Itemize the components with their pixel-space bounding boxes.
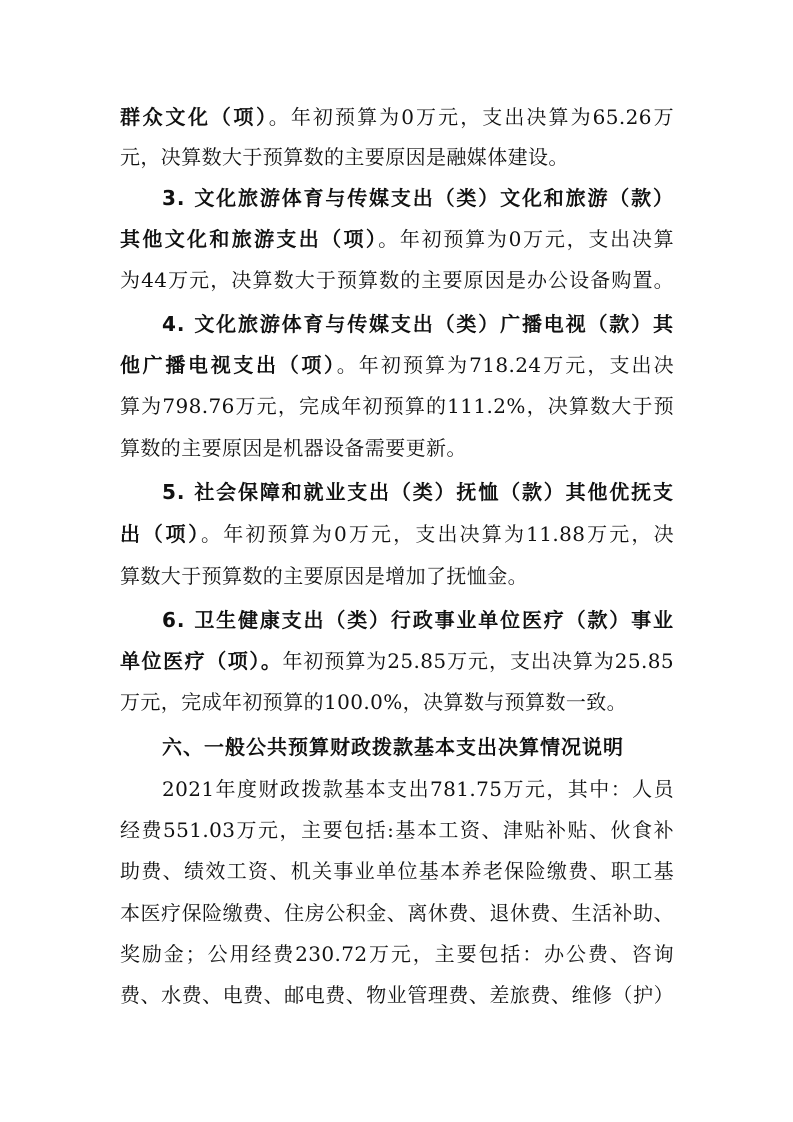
item-text: 算数大于预算数的主要原因是增加了抚恤金。 bbox=[120, 564, 528, 588]
item-text: 算为798.76万元，完成年初预算的111.2%，决算数大于预 bbox=[120, 394, 674, 418]
item-heading: 6. 卫生健康支出（类）行政事业单位医疗（款）事业 bbox=[162, 608, 674, 632]
item-heading: 群众文化（项） bbox=[120, 105, 269, 129]
item-text: 元，决算数大于预算数的主要原因是融媒体建设。 bbox=[120, 145, 569, 169]
p3-line-1 bbox=[162, 178, 674, 218]
item-text: 算数的主要原因是机器设备需要更新。 bbox=[120, 436, 467, 460]
p6-line-3 bbox=[120, 682, 674, 722]
item-text: 经费551.03万元，主要包括:基本工资、津贴补贴、伙食补 bbox=[120, 818, 674, 842]
p5-line-2 bbox=[120, 514, 674, 554]
p4-line-1 bbox=[162, 304, 674, 344]
p6-line-2 bbox=[120, 641, 674, 681]
item-heading: 其他文化和旅游支出（项） bbox=[120, 227, 379, 251]
item-heading: 单位医疗（项）。 bbox=[120, 649, 283, 673]
p5-line-1 bbox=[162, 472, 674, 512]
item-text: 本医疗保险缴费、住房公积金、离休费、退休费、生活补助、 bbox=[120, 901, 674, 925]
item-text: 2021年度财政拨款基本支出781.75万元，其中：人员 bbox=[162, 777, 674, 801]
p6-line-1 bbox=[162, 600, 674, 640]
p4-line-3 bbox=[120, 386, 674, 426]
basic-line-5 bbox=[120, 934, 674, 974]
basic-line-1 bbox=[162, 769, 674, 809]
item-text: 。年初预算为0万元，支出决算为65.26万 bbox=[268, 105, 675, 129]
p3-line-2 bbox=[120, 219, 674, 259]
basic-line-3 bbox=[120, 851, 674, 891]
item-text: 费、水费、电费、邮电费、物业管理费、差旅费、维修（护） bbox=[120, 983, 674, 1007]
section-heading bbox=[162, 727, 674, 767]
item-text: 奖励金；公用经费230.72万元，主要包括：办公费、咨询 bbox=[120, 942, 674, 966]
item-text: 为44万元，决算数大于预算数的主要原因是办公设备购置。 bbox=[120, 268, 674, 292]
item-text: 。年初预算为0万元，支出决算 bbox=[378, 227, 675, 251]
p4-line-2 bbox=[120, 345, 674, 385]
item-heading: 他广播电视支出（项） bbox=[120, 353, 337, 377]
item-text: 。年初预算为0万元，支出决算为11.88万元，决 bbox=[201, 522, 674, 546]
section-title: 六、一般公共预算财政拨款基本支出决算情况说明 bbox=[162, 735, 624, 759]
p4-line-4 bbox=[120, 428, 674, 468]
item-heading: 3. 文化旅游体育与传媒支出（类）文化和旅游（款） bbox=[162, 186, 674, 210]
item-heading: 4. 文化旅游体育与传媒支出（类）广播电视（款）其 bbox=[162, 312, 674, 336]
item-text: 助费、绩效工资、机关事业单位基本养老保险缴费、职工基 bbox=[120, 859, 674, 883]
item-text: 年初预算为25.85万元，支出决算为25.85 bbox=[282, 649, 674, 673]
item-text: 。年初预算为718.24万元，支出决 bbox=[336, 353, 674, 377]
basic-line-6 bbox=[120, 975, 674, 1015]
item-heading: 5. 社会保障和就业支出（类）抚恤（款）其他优抚支 bbox=[162, 480, 674, 504]
p2-line-1 bbox=[120, 97, 674, 137]
basic-line-2 bbox=[120, 810, 674, 850]
item-heading: 出（项） bbox=[120, 522, 202, 546]
item-text: 万元，完成年初预算的100.0%，决算数与预算数一致。 bbox=[120, 690, 628, 714]
basic-line-4 bbox=[120, 893, 674, 933]
p5-line-3 bbox=[120, 556, 674, 596]
p3-line-3 bbox=[120, 260, 674, 300]
p2-line-2 bbox=[120, 137, 674, 177]
